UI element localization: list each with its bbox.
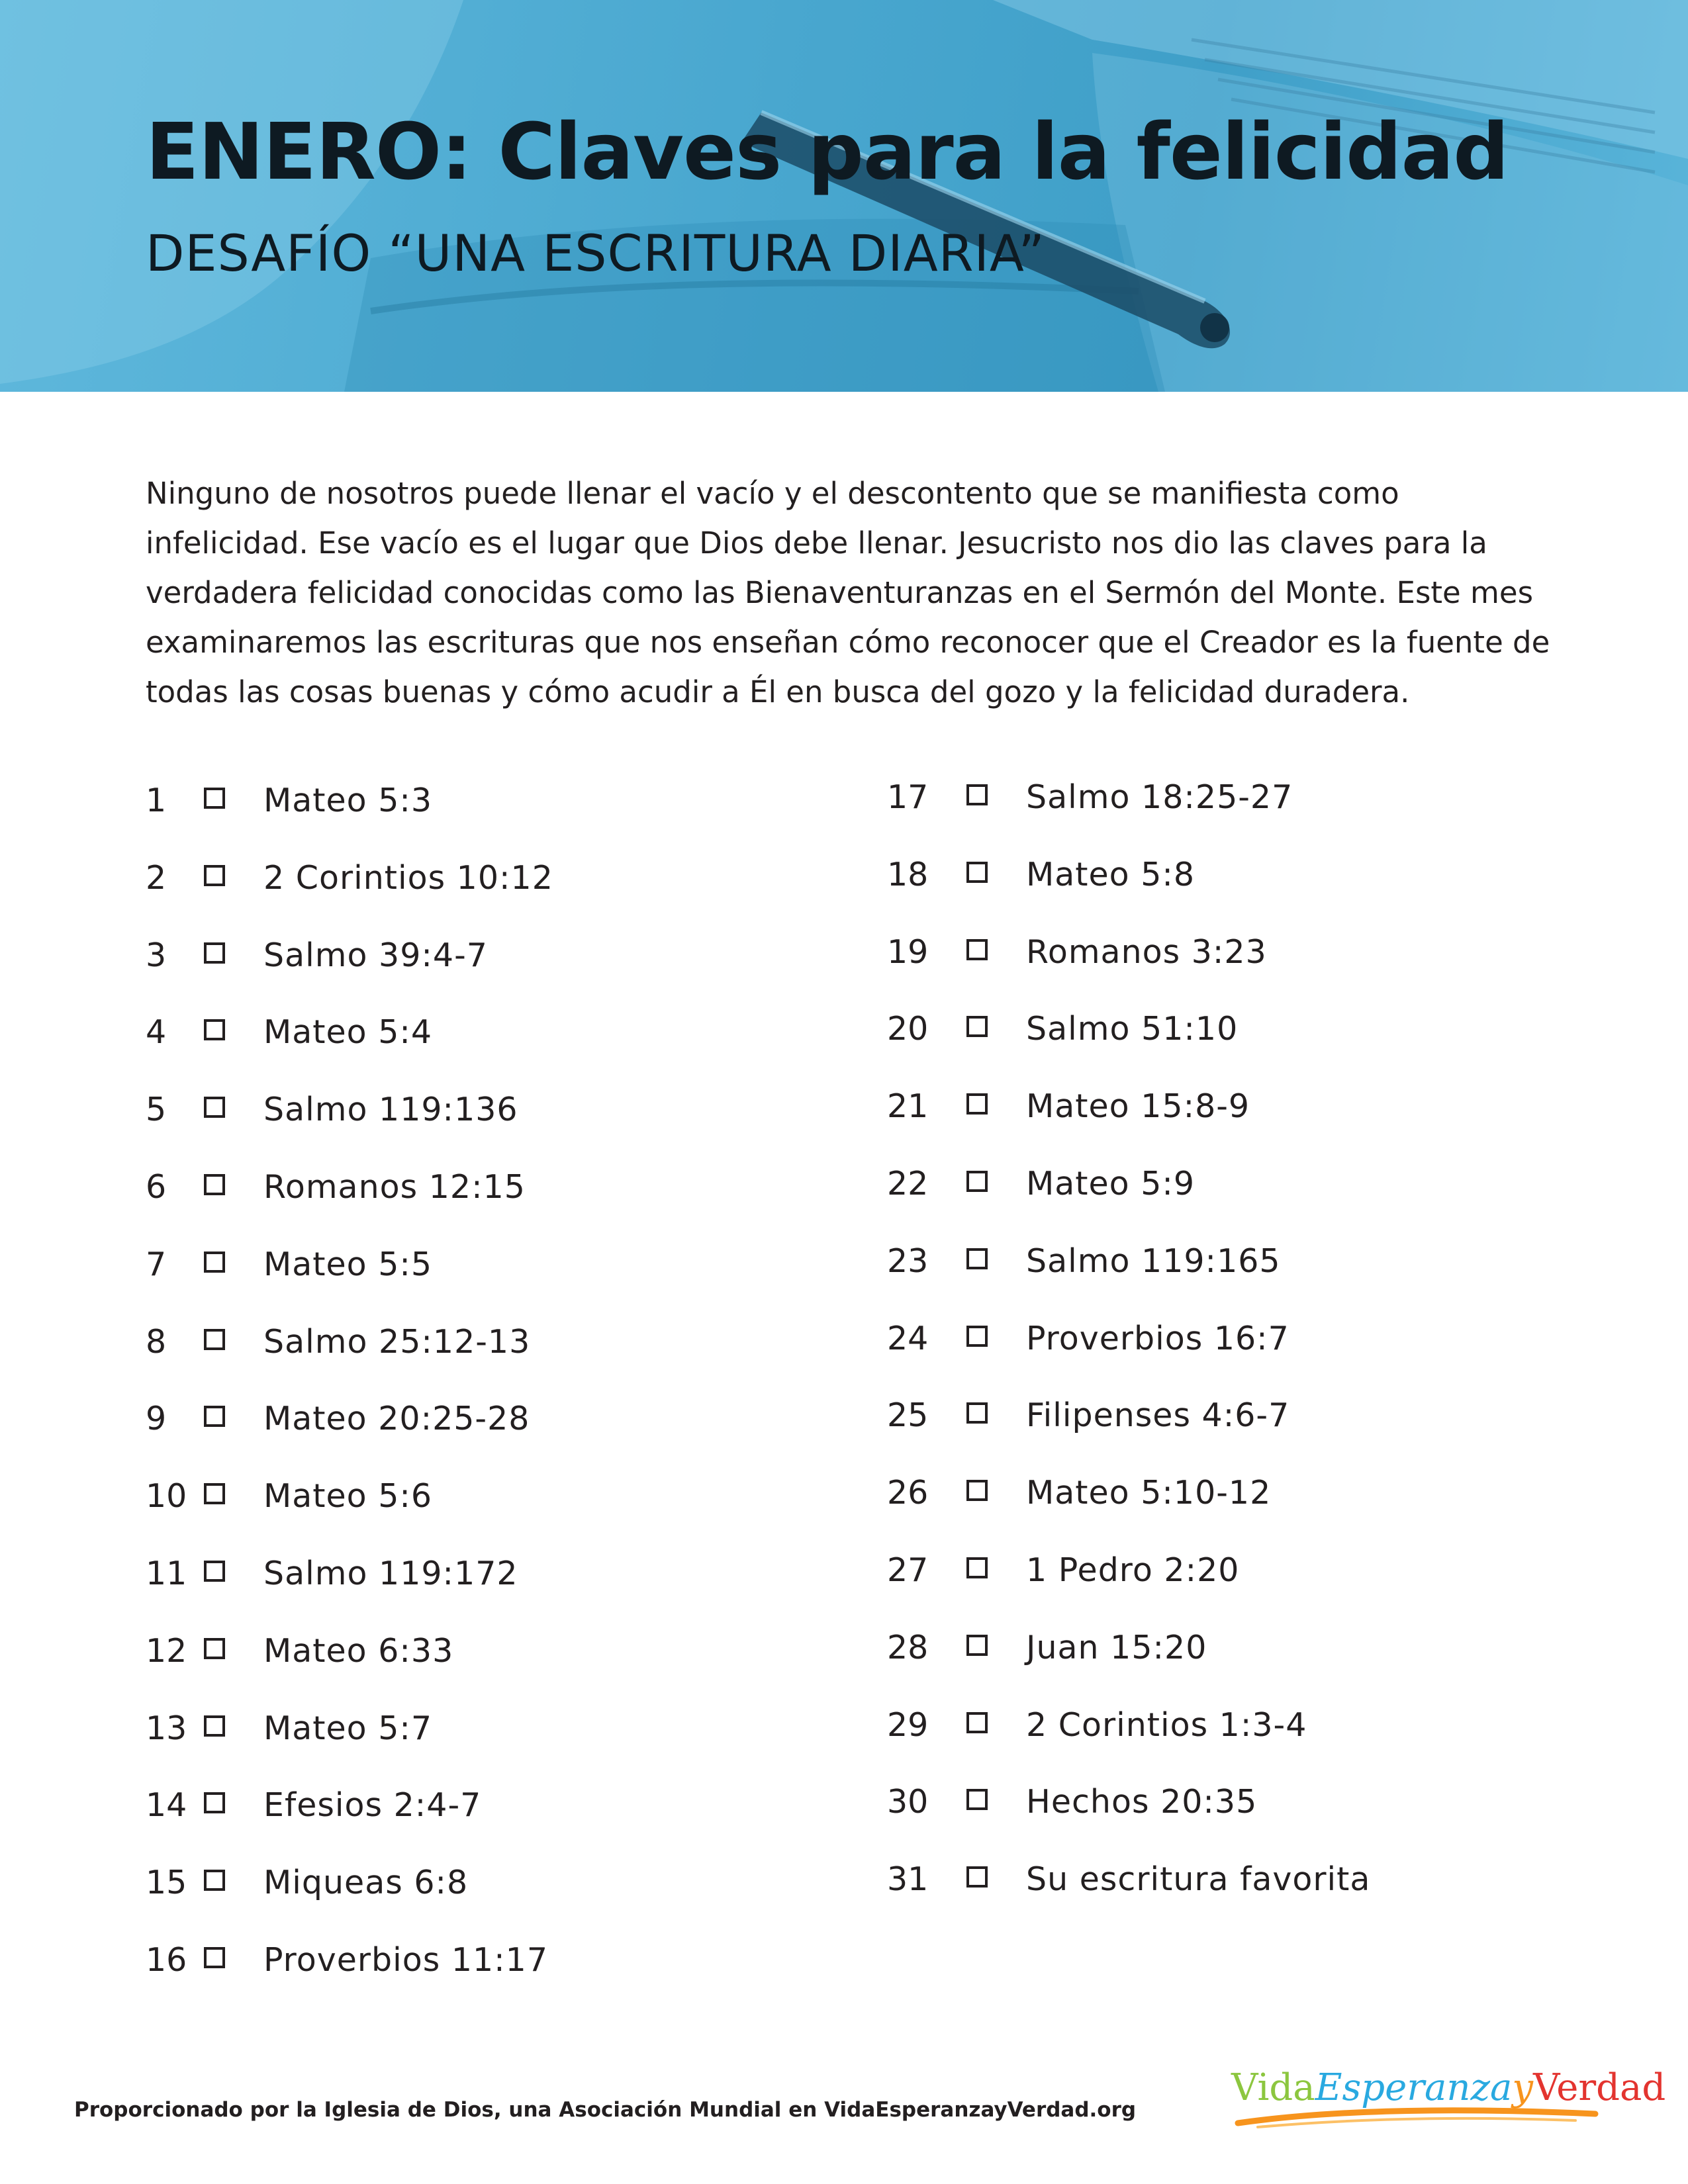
- day-number: 8: [146, 1322, 167, 1361]
- day-number: 11: [146, 1554, 187, 1592]
- header-banner: [0, 0, 1688, 392]
- logo-word: y: [1512, 2066, 1533, 2109]
- checkbox[interactable]: [966, 1789, 988, 1810]
- checkbox[interactable]: [204, 1638, 225, 1659]
- day-number: 20: [887, 1010, 929, 1048]
- scripture-reference: Mateo 20:25-28: [263, 1400, 530, 1438]
- day-number: 23: [887, 1242, 929, 1280]
- day-number: 18: [887, 855, 929, 893]
- checkbox[interactable]: [204, 1097, 225, 1118]
- scripture-reference: Salmo 18:25-27: [1026, 778, 1293, 816]
- scripture-reference: Juan 15:20: [1026, 1628, 1207, 1666]
- day-number: 30: [887, 1783, 929, 1821]
- checkbox[interactable]: [204, 1251, 225, 1273]
- day-number: 7: [146, 1245, 167, 1283]
- scripture-reference: Su escritura favorita: [1026, 1860, 1371, 1899]
- checkbox[interactable]: [966, 1712, 988, 1733]
- scripture-reference: Mateo 5:9: [1026, 1164, 1196, 1203]
- scripture-reference: Proverbios 11:17: [263, 1940, 549, 1979]
- scripture-reference: Mateo 5:3: [263, 782, 433, 819]
- checkbox[interactable]: [966, 784, 988, 805]
- scripture-reference: Miqueas 6:8: [263, 1864, 469, 1902]
- checkbox[interactable]: [204, 1019, 225, 1040]
- scripture-reference: Mateo 5:8: [1026, 855, 1196, 893]
- checkbox[interactable]: [204, 1561, 225, 1582]
- checkbox[interactable]: [966, 1402, 988, 1424]
- scripture-reference: Mateo 5:4: [263, 1013, 433, 1052]
- day-number: 6: [146, 1167, 167, 1206]
- checkbox[interactable]: [204, 788, 225, 809]
- checkbox[interactable]: [204, 1870, 225, 1891]
- scripture-reference: 1 Pedro 2:20: [1026, 1551, 1240, 1589]
- checkbox[interactable]: [204, 1406, 225, 1427]
- day-number: 27: [887, 1551, 929, 1589]
- scripture-reference: Salmo 119:136: [263, 1091, 518, 1129]
- scripture-reference: Hechos 20:35: [1026, 1783, 1258, 1821]
- day-number: 29: [887, 1706, 929, 1744]
- checkbox[interactable]: [966, 1326, 988, 1347]
- logo-word: Esperanza: [1315, 2066, 1513, 2109]
- checkbox[interactable]: [966, 1866, 988, 1888]
- day-number: 15: [146, 1864, 187, 1902]
- scripture-reference: Proverbios 16:7: [1026, 1319, 1289, 1357]
- scripture-reference: Mateo 15:8-9: [1026, 1087, 1250, 1126]
- scripture-reference: Salmo 119:172: [263, 1554, 518, 1592]
- scripture-reference: Mateo 5:5: [263, 1245, 433, 1283]
- scripture-reference: Salmo 25:12-13: [263, 1322, 531, 1361]
- checkbox[interactable]: [204, 1483, 225, 1504]
- checkbox[interactable]: [966, 1093, 988, 1115]
- day-number: 2: [146, 858, 167, 897]
- scripture-reference: Efesios 2:4-7: [263, 1786, 482, 1825]
- checkbox[interactable]: [966, 939, 988, 960]
- day-number: 26: [887, 1474, 929, 1512]
- scripture-reference: Mateo 5:10-12: [1026, 1474, 1272, 1512]
- footer-credit: Proporcionado por la Iglesia de Dios, una Asociación Mundial en VidaEsperanzayVerdad.org: [74, 2098, 1137, 2122]
- day-number: 31: [887, 1860, 929, 1899]
- scripture-reference: 2 Corintios 1:3-4: [1026, 1706, 1307, 1744]
- day-number: 25: [887, 1396, 929, 1435]
- logo-word: Vida: [1231, 2066, 1315, 2109]
- checkbox[interactable]: [966, 1171, 988, 1192]
- checkbox[interactable]: [204, 1174, 225, 1195]
- vida-esperanza-verdad-logo[interactable]: [1231, 2058, 1666, 2131]
- day-number: 5: [146, 1091, 167, 1129]
- scripture-reference: Salmo 51:10: [1026, 1010, 1239, 1048]
- checkbox[interactable]: [204, 1329, 225, 1350]
- checkbox[interactable]: [204, 865, 225, 886]
- page-title: ENERO: Claves para la felicidad: [146, 106, 1509, 197]
- logo-swoosh-icon: [1231, 2105, 1602, 2131]
- scripture-reference: Salmo 39:4-7: [263, 936, 488, 974]
- day-number: 28: [887, 1628, 929, 1666]
- day-number: 13: [146, 1709, 187, 1747]
- checkbox[interactable]: [204, 1947, 225, 1968]
- scripture-reference: 2 Corintios 10:12: [263, 858, 553, 897]
- checkbox[interactable]: [966, 1557, 988, 1578]
- scripture-reference: Mateo 5:6: [263, 1477, 433, 1516]
- scripture-reference: Mateo 5:7: [263, 1709, 433, 1747]
- day-number: 14: [146, 1786, 187, 1825]
- scripture-reference: Romanos 3:23: [1026, 933, 1267, 971]
- scripture-reference: Filipenses 4:6-7: [1026, 1396, 1290, 1435]
- logo-word: Verdad: [1532, 2066, 1666, 2109]
- checkbox[interactable]: [204, 942, 225, 964]
- day-number: 17: [887, 778, 929, 816]
- day-number: 19: [887, 933, 929, 971]
- day-number: 3: [146, 936, 167, 974]
- day-number: 16: [146, 1940, 187, 1979]
- day-number: 1: [146, 782, 167, 819]
- checkbox[interactable]: [204, 1792, 225, 1813]
- scripture-reference: Romanos 12:15: [263, 1167, 526, 1206]
- checkbox[interactable]: [966, 1016, 988, 1037]
- day-number: 4: [146, 1013, 167, 1052]
- day-number: 9: [146, 1400, 167, 1438]
- scripture-reference: Salmo 119:165: [1026, 1242, 1281, 1280]
- day-number: 22: [887, 1164, 929, 1203]
- day-number: 24: [887, 1319, 929, 1357]
- intro-paragraph: Ninguno de nosotros puede llenar el vacío y el descontento que se manifiesta como infelicidad. Ese vacío es el lugar que Dios debe llenar. Jesucristo nos dio las claves para la verdadera felicidad conocidas como las Bienaventuranzas en el Sermón del Monte. Este mes examinaremos las escrituras que nos enseñan cómo reconocer que el Creador es la fuente de todas las cosas buenas y cómo acudir a Él en busca del gozo y la felicidad duradera.: [146, 476, 1550, 709]
- scripture-reference: Mateo 6:33: [263, 1631, 454, 1670]
- checkbox[interactable]: [966, 1480, 988, 1501]
- page-subtitle: DESAFÍO “UNA ESCRITURA DIARIA”: [146, 224, 1045, 283]
- checkbox[interactable]: [966, 1248, 988, 1269]
- day-number: 12: [146, 1631, 187, 1670]
- day-number: 21: [887, 1087, 929, 1126]
- checkbox[interactable]: [204, 1715, 225, 1737]
- checkbox[interactable]: [966, 1635, 988, 1656]
- day-number: 10: [146, 1477, 187, 1516]
- checkbox[interactable]: [966, 862, 988, 883]
